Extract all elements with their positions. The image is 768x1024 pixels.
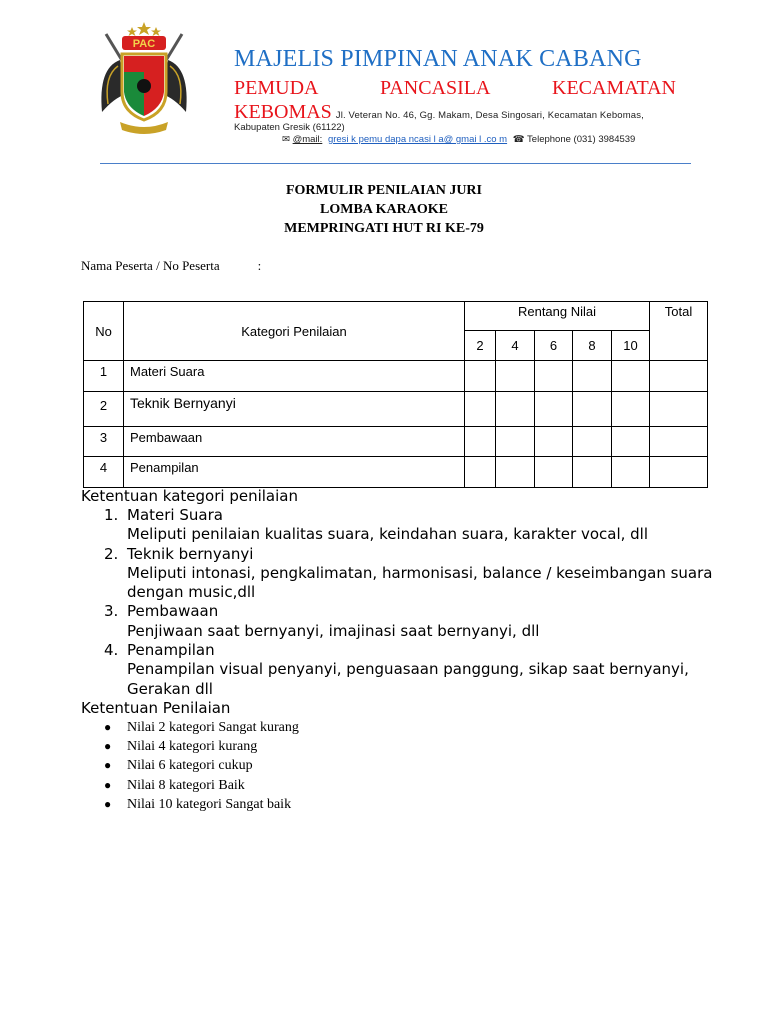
score-cell[interactable]	[496, 392, 535, 427]
score-cell[interactable]	[535, 427, 573, 457]
envelope-icon: ✉	[282, 134, 290, 145]
total-cell[interactable]	[650, 427, 708, 457]
phone-number: Telephone (031) 3984539	[527, 134, 636, 145]
row-number: 3	[84, 427, 124, 457]
score-cell[interactable]	[535, 392, 573, 427]
score-header-8: 8	[573, 331, 612, 361]
list-item	[104, 737, 299, 756]
score-cell[interactable]	[612, 361, 650, 392]
participant-name-label: Nama Peserta / No Peserta	[81, 258, 220, 273]
form-title	[0, 181, 768, 238]
score-header-6: 6	[535, 331, 573, 361]
score-cell[interactable]	[612, 392, 650, 427]
score-cell[interactable]	[612, 427, 650, 457]
score-cell[interactable]	[496, 427, 535, 457]
total-cell[interactable]	[650, 392, 708, 427]
participant-name-field	[81, 258, 261, 274]
list-item-desc: Meliputi intonasi, pengkalimatan, harmonisasi, balance / keseimbangan suara dengan music,dll	[127, 563, 713, 602]
list-item	[104, 756, 299, 775]
score-header-4: 4	[496, 331, 535, 361]
score-cell[interactable]	[465, 361, 496, 392]
score-cell[interactable]	[465, 457, 496, 488]
email-label: @mail:	[292, 134, 323, 145]
bullet-icon: ●	[104, 777, 112, 792]
score-header-2: 2	[465, 331, 496, 361]
score-cell[interactable]	[573, 427, 612, 457]
organization-subtitle	[234, 78, 676, 98]
list-item	[104, 776, 299, 795]
score-cell[interactable]	[612, 457, 650, 488]
row-category: Teknik Bernyanyi	[124, 392, 465, 427]
subtitle-word: PEMUDA	[234, 77, 319, 99]
row-number: 4	[84, 457, 124, 488]
organization-title: MAJELIS PIMPINAN ANAK CABANG	[234, 46, 642, 72]
list-item-title: Materi Suara	[127, 506, 223, 524]
list-item-text: Nilai 4 kategori kurang	[127, 739, 258, 755]
telephone-icon: ☎	[512, 134, 525, 145]
address-text: Jl. Veteran No. 46, Gg. Makam, Desa Singosari, Kecamatan Kebomas,	[335, 110, 644, 121]
scoring-table	[83, 301, 708, 488]
bullet-icon: ●	[104, 758, 112, 773]
score-cell[interactable]	[496, 457, 535, 488]
list-item-title: Teknik bernyanyi	[127, 544, 254, 563]
list-item-text: Nilai 10 kategori Sangat baik	[127, 796, 292, 812]
pac-emblem-logo	[96, 20, 192, 138]
contact-line	[282, 134, 635, 145]
participant-name-colon: :	[257, 258, 262, 273]
form-title-line: LOMBA KARAOKE	[320, 202, 448, 217]
svg-text:PAC: PAC	[132, 38, 156, 50]
list-number: 1.	[104, 506, 119, 524]
list-item-text: Nilai 2 kategori Sangat kurang	[127, 720, 299, 735]
row-number: 1	[84, 361, 124, 392]
table-row	[84, 427, 708, 457]
score-cell[interactable]	[573, 392, 612, 427]
list-number: 2.	[104, 544, 119, 563]
ketentuan-penilaian-list	[104, 718, 299, 814]
table-row	[84, 392, 708, 427]
list-item	[104, 545, 724, 603]
form-title-line: FORMULIR PENILAIAN JURI	[285, 183, 482, 198]
score-header-10: 10	[612, 331, 650, 361]
column-header-no: No	[84, 302, 124, 361]
address-line-2: Kabupaten Gresik (61122)	[234, 122, 345, 133]
row-number: 2	[84, 392, 124, 427]
bullet-icon: ●	[104, 796, 112, 811]
score-cell[interactable]	[573, 361, 612, 392]
list-item-desc: Meliputi penilaian kualitas suara, keindahan suara, karakter vocal, dll	[127, 525, 649, 544]
score-cell[interactable]	[496, 361, 535, 392]
score-cell[interactable]	[465, 392, 496, 427]
column-header-rentang-nilai: Rentang Nilai	[465, 302, 650, 331]
list-item-text: Nilai 6 kategori cukup	[127, 758, 253, 774]
total-cell[interactable]	[650, 361, 708, 392]
list-item-desc: Penjiwaan saat bernyanyi, imajinasi saat bernyanyi, dll	[127, 621, 540, 640]
ketentuan-penilaian-heading: Ketentuan Penilaian	[81, 699, 231, 717]
list-item-desc: Penampilan visual penyanyi, penguasaan panggung, sikap saat bernyanyi, Gerakan dll	[127, 660, 689, 698]
list-item-title: Pembawaan	[127, 602, 219, 621]
header-divider	[100, 163, 691, 164]
table-row	[84, 457, 708, 488]
score-cell[interactable]	[535, 457, 573, 488]
list-number: 4.	[104, 641, 119, 660]
column-header-total: Total	[650, 302, 708, 361]
bullet-icon: ●	[104, 739, 112, 754]
ketentuan-kategori-list	[104, 506, 724, 699]
row-category: Penampilan	[124, 457, 465, 488]
list-item-title: Penampilan	[127, 641, 215, 660]
row-category: Materi Suara	[124, 361, 465, 392]
table-row	[84, 361, 708, 392]
list-item-text: Nilai 8 kategori Baik	[127, 777, 245, 793]
list-item	[104, 506, 724, 545]
total-cell[interactable]	[650, 457, 708, 488]
list-item	[104, 602, 724, 641]
subtitle-word: KECAMATAN	[552, 77, 676, 99]
list-item	[104, 718, 299, 737]
score-cell[interactable]	[535, 361, 573, 392]
list-number: 3.	[104, 602, 119, 621]
score-cell[interactable]	[573, 457, 612, 488]
row-category: Pembawaan	[124, 427, 465, 457]
list-item	[104, 795, 299, 814]
column-header-kategori: Kategori Penilaian	[124, 302, 465, 361]
bullet-icon: ●	[104, 720, 112, 734]
subtitle-district: KEBOMAS	[234, 101, 332, 123]
subtitle-word: PANCASILA	[380, 77, 491, 99]
email-link[interactable]: gresi k pemu dapa ncasi l a@ gmai l .co m	[327, 134, 508, 145]
form-title-line: MEMPRINGATI HUT RI KE-79	[284, 221, 484, 236]
list-item	[104, 641, 724, 699]
score-cell[interactable]	[465, 427, 496, 457]
ketentuan-kategori-heading: Ketentuan kategori penilaian	[81, 487, 298, 505]
